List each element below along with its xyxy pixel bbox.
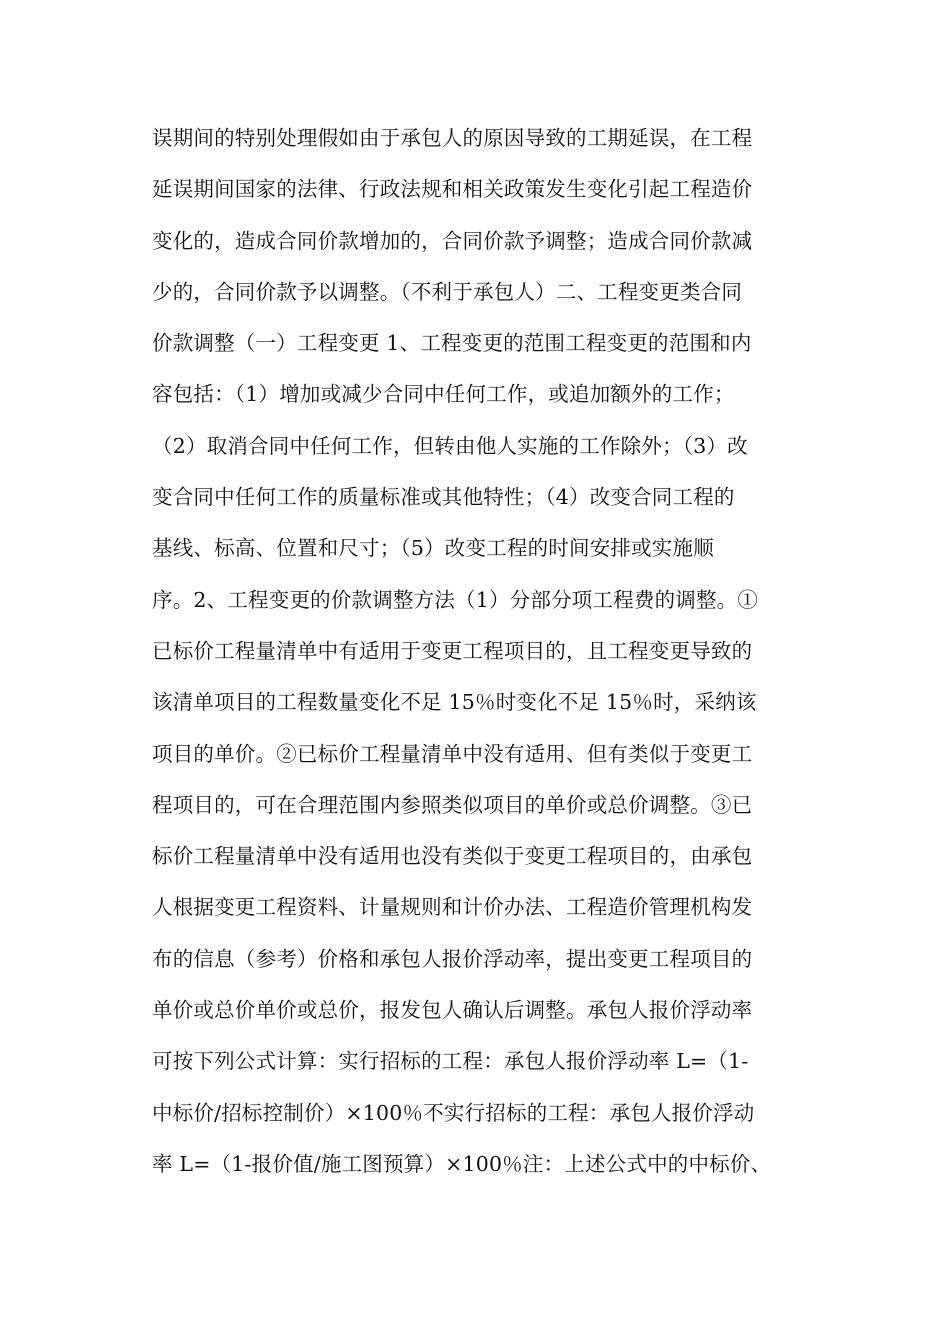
text-line: 该清单项目的工程数量变化不足 15％时变化不足 15％时，采纳该 xyxy=(152,690,757,715)
body-paragraph xyxy=(152,116,812,1193)
text-line: 变合同中任何工作的质量标准或其他特性；（4）改变合同工程的 xyxy=(152,485,735,510)
text-line: 已标价工程量清单中有适用于变更工程项目的，且工程变更导致的 xyxy=(152,638,753,663)
text-line: 中标价/招标控制价）×100％不实行招标的工程：承包人报价浮动 xyxy=(152,1100,755,1125)
text-line: 程项目的，可在合理范围内参照类似项目的单价或总价调整。③已 xyxy=(152,792,753,817)
text-line: 标价工程量清单中没有适用也没有类似于变更工程项目的，由承包 xyxy=(152,844,753,869)
text-line: 容包括：（1）增加或减少合同中任何工作，或追加额外的工作； xyxy=(152,382,735,407)
text-line: 单价或总价单价或总价，报发包人确认后调整。承包人报价浮动率 xyxy=(152,998,753,1023)
text-line: 少的，合同价款予以调整。（不利于承包人）二、工程变更类合同 xyxy=(152,279,743,304)
text-line: （2）取消合同中任何工作，但转由他人实施的工作除外；（3）改 xyxy=(152,433,748,458)
text-line: 布的信息（参考）价格和承包人报价浮动率，提出变更工程项目的 xyxy=(152,946,753,971)
text-line: 基线、标高、位置和尺寸；（5）改变工程的时间安排或实施顺 xyxy=(152,536,714,561)
text-line: 价款调整（一）工程变更 1、工程变更的范围工程变更的范围和内 xyxy=(152,331,752,356)
text-line: 率 L=（1-报价值/施工图预算）×100％注：上述公式中的中标价、 xyxy=(152,1151,772,1176)
text-line: 可按下列公式计算：实行招标的工程：承包人报价浮动率 L=（1- xyxy=(152,1049,749,1074)
text-line: 误期间的特别处理假如由于承包人的原因导致的工期延误，在工程 xyxy=(152,126,753,150)
text-line: 人根据变更工程资料、计量规则和计价办法、工程造价管理机构发 xyxy=(152,895,753,920)
text-line: 项目的单价。②已标价工程量清单中没有适用、但有类似于变更工 xyxy=(152,741,753,766)
text-line: 变化的，造成合同价款增加的，合同价款予调整；造成合同价款减 xyxy=(152,228,753,253)
text-line: 延误期间国家的法律、行政法规和相关政策发生变化引起工程造价 xyxy=(152,177,753,202)
text-line: 序。2、工程变更的价款调整方法（1）分部分项工程费的调整。① xyxy=(152,587,759,612)
